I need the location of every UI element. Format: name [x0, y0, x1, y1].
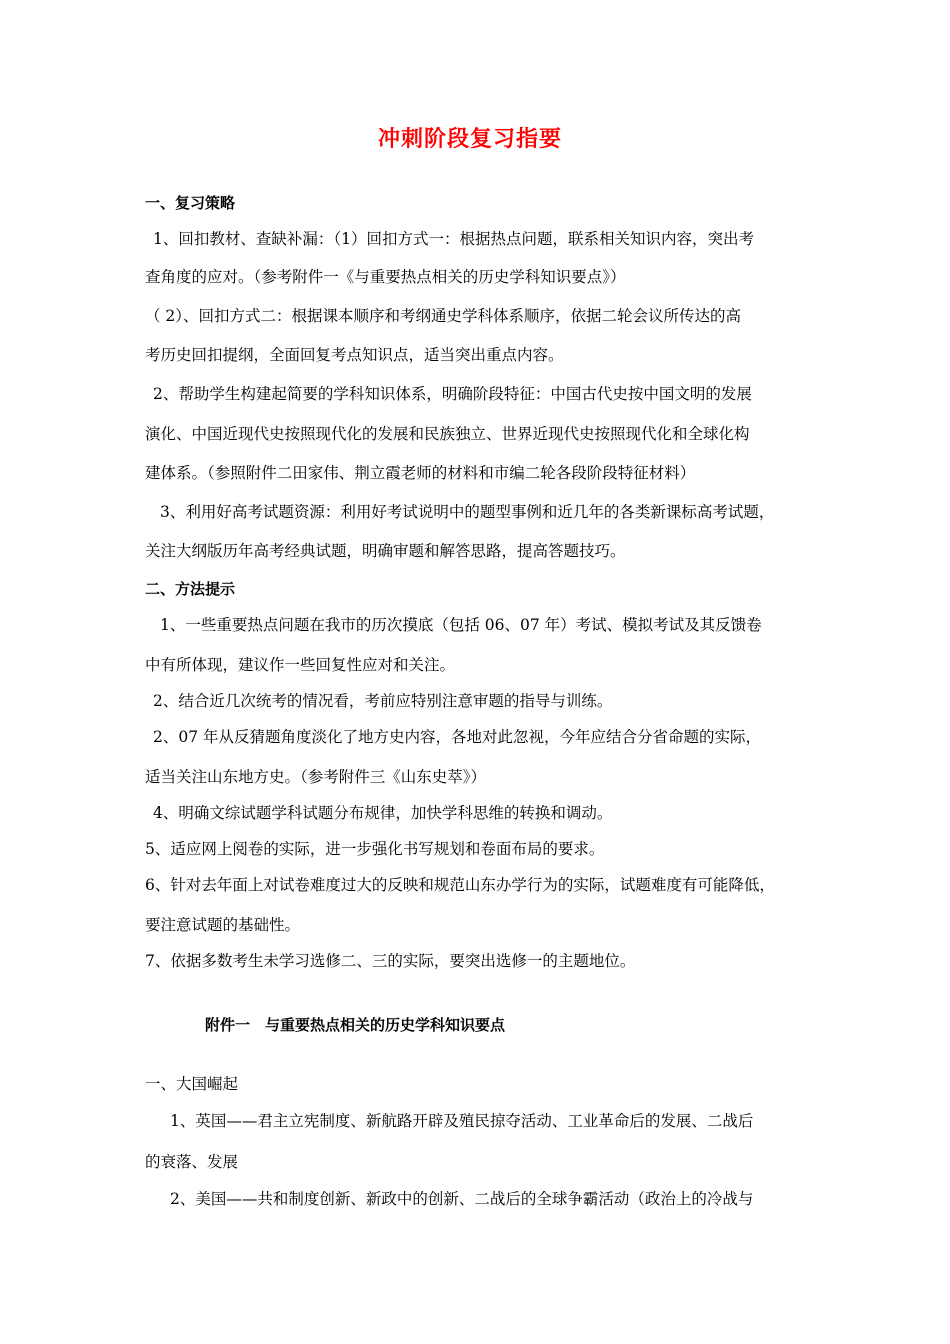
annex1-line-1: 1、英国——君主立宪制度、新航路开辟及殖民掠夺活动、工业革命后的发展、二战后 — [170, 1112, 754, 1130]
annex1-line-3: 2、美国——共和制度创新、新政中的创新、二战后的全球争霸活动（政治上的冷战与 — [170, 1190, 754, 1208]
section2-line-8: 6、针对去年面上对试卷难度过大的反映和规范山东办学行为的实际，试题难度有可能降低， — [145, 876, 775, 894]
section2-line-6: 4、明确文综试题学科试题分布规律，加快学科思维的转换和调动。 — [153, 804, 613, 822]
annex1-heading: 附件一 与重要热点相关的历史学科知识要点 — [205, 1016, 506, 1034]
section2-line-1: 1、一些重要热点问题在我市的历次摸底（包括 06、07 年）考试、模拟考试及其反馈卷 — [160, 616, 762, 634]
document-title: 冲刺阶段复习指要 — [377, 127, 562, 152]
section1-line-2: 查角度的应对。（参考附件一《与重要热点相关的历史学科知识要点》） — [145, 268, 626, 286]
section1-line-3: （ 2）、回扣方式二：根据课本顺序和考纲通史学科体系顺序，依据二轮会议所传达的高 — [145, 307, 742, 325]
section2-line-3: 2、结合近几次统考的情况看，考前应特别注意审题的指导与训练。 — [153, 692, 613, 710]
section2-heading: 二、方法提示 — [145, 580, 236, 598]
annex1-subheading: 一、大国崛起 — [145, 1075, 239, 1093]
section2-line-7: 5、适应网上阅卷的实际，进一步强化书写规划和卷面布局的要求。 — [145, 840, 605, 858]
section1-heading: 一、复习策略 — [145, 194, 236, 212]
section1-line-4: 考历史回扣提纲，全面回复考点知识点，适当突出重点内容。 — [145, 346, 564, 364]
section1-line-7: 建体系。（参照附件二田家伟、荆立霞老师的材料和市编二轮各段阶段特征材料） — [145, 464, 696, 482]
section2-line-5: 适当关注山东地方史。（参考附件三《山东史萃》） — [145, 768, 487, 786]
section2-line-9: 要注意试题的基础性。 — [145, 916, 301, 934]
annex1-line-2: 的衰落、发展 — [145, 1153, 239, 1171]
section1-line-6: 演化、中国近现代史按照现代化的发展和民族独立、世界近现代史按照现代化和全球化构 — [145, 425, 750, 443]
section2-line-4: 2、07 年从反猜题角度淡化了地方史内容，各地对此忽视，今年应结合分省命题的实际， — [153, 728, 762, 746]
section1-line-1: 1、回扣教材、查缺补漏：（1）回扣方式一：根据热点问题，联系相关知识内容，突出考 — [153, 230, 754, 248]
section1-line-8: 3、利用好高考试题资源：利用好考试说明中的题型事例和近几年的各类新课标高考试题， — [160, 503, 775, 521]
section1-line-5: 2、帮助学生构建起简要的学科知识体系，明确阶段特征：中国古代史按中国文明的发展 — [153, 385, 752, 403]
section2-line-2: 中有所体现，建议作一些回复性应对和关注。 — [145, 656, 456, 674]
section1-line-9: 关注大纲版历年高考经典试题，明确审题和解答思路，提高答题技巧。 — [145, 542, 626, 560]
section2-line-10: 7、依据多数考生未学习选修二、三的实际，要突出选修一的主题地位。 — [145, 952, 636, 970]
